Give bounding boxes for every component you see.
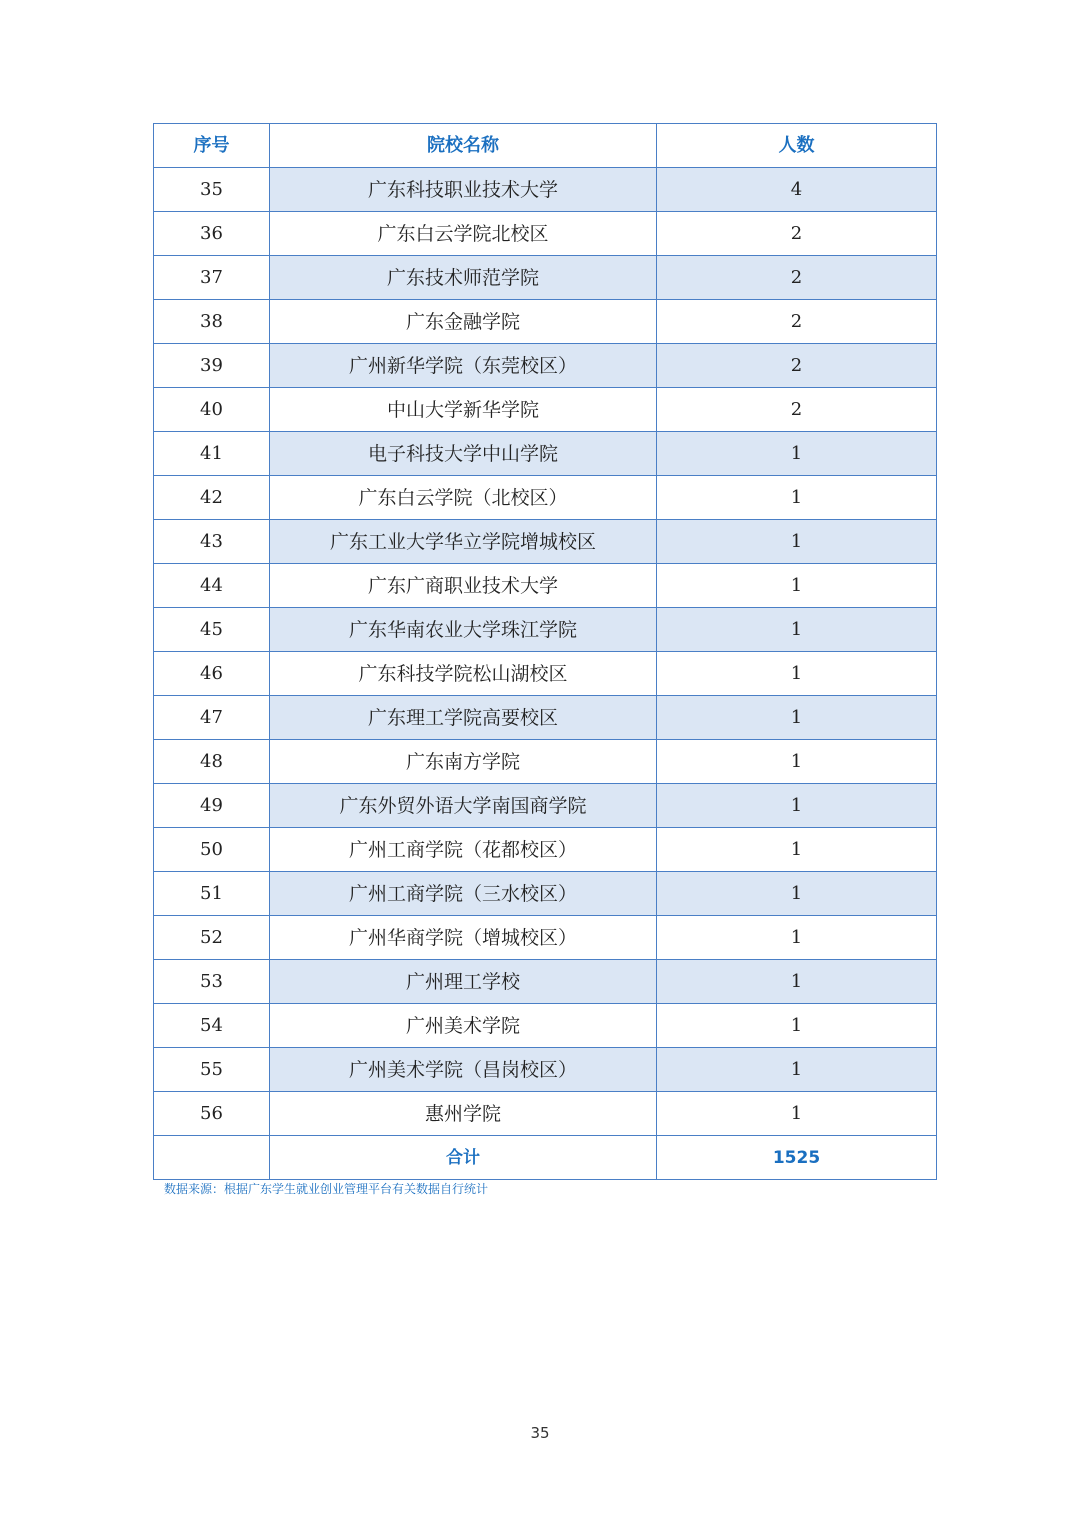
row-school-name: 广州工商学院（三水校区） — [270, 872, 657, 916]
row-school-name: 广东白云学院（北校区） — [270, 476, 657, 520]
row-index: 47 — [154, 696, 270, 740]
header-index: 序号 — [154, 124, 270, 168]
row-index: 44 — [154, 564, 270, 608]
row-school-name: 广州华商学院（增城校区） — [270, 916, 657, 960]
row-count: 1 — [657, 916, 937, 960]
table-row — [154, 608, 937, 652]
table-row — [154, 1092, 937, 1136]
row-count: 1 — [657, 520, 937, 564]
table-row — [154, 652, 937, 696]
row-school-name: 广东工业大学华立学院增城校区 — [270, 520, 657, 564]
table-row — [154, 960, 937, 1004]
row-school-name: 广东科技学院松山湖校区 — [270, 652, 657, 696]
row-school-name: 广州美术学院（昌岗校区） — [270, 1048, 657, 1092]
page-number: 35 — [530, 1424, 550, 1442]
row-count: 1 — [657, 476, 937, 520]
row-index: 36 — [154, 212, 270, 256]
table-row — [154, 564, 937, 608]
row-school-name: 广东广商职业技术大学 — [270, 564, 657, 608]
row-school-name: 惠州学院 — [270, 1092, 657, 1136]
row-school-name: 电子科技大学中山学院 — [270, 432, 657, 476]
row-school-name: 广东南方学院 — [270, 740, 657, 784]
table-row — [154, 872, 937, 916]
row-count: 1 — [657, 1048, 937, 1092]
row-index: 35 — [154, 168, 270, 212]
row-index: 50 — [154, 828, 270, 872]
table-row — [154, 828, 937, 872]
header-count: 人数 — [657, 124, 937, 168]
table-row — [154, 520, 937, 564]
row-count: 4 — [657, 168, 937, 212]
row-count: 2 — [657, 300, 937, 344]
row-count: 2 — [657, 256, 937, 300]
table-row — [154, 300, 937, 344]
row-school-name: 广东外贸外语大学南国商学院 — [270, 784, 657, 828]
row-count: 1 — [657, 608, 937, 652]
table-row — [154, 916, 937, 960]
row-count: 2 — [657, 212, 937, 256]
data-source-note: 数据来源：根据广东学生就业创业管理平台有关数据自行统计 — [164, 1182, 489, 1196]
row-school-name: 广东华南农业大学珠江学院 — [270, 608, 657, 652]
row-count: 1 — [657, 564, 937, 608]
school-table — [153, 123, 937, 1180]
row-count: 1 — [657, 960, 937, 1004]
row-count: 1 — [657, 784, 937, 828]
row-count: 1 — [657, 1004, 937, 1048]
row-school-name: 广东金融学院 — [270, 300, 657, 344]
table-row — [154, 1048, 937, 1092]
table-row — [154, 1004, 937, 1048]
row-index: 55 — [154, 1048, 270, 1092]
total-label: 合计 — [270, 1136, 657, 1180]
row-index: 45 — [154, 608, 270, 652]
row-count: 1 — [657, 696, 937, 740]
row-count: 2 — [657, 344, 937, 388]
row-index: 49 — [154, 784, 270, 828]
row-count: 1 — [657, 828, 937, 872]
row-count: 1 — [657, 432, 937, 476]
table-row — [154, 168, 937, 212]
table-header-row — [154, 124, 937, 168]
row-school-name: 广东理工学院高要校区 — [270, 696, 657, 740]
row-school-name: 中山大学新华学院 — [270, 388, 657, 432]
row-index: 37 — [154, 256, 270, 300]
row-count: 1 — [657, 652, 937, 696]
row-index: 42 — [154, 476, 270, 520]
table-row — [154, 740, 937, 784]
row-count: 1 — [657, 1092, 937, 1136]
table-row — [154, 212, 937, 256]
row-school-name: 广州新华学院（东莞校区） — [270, 344, 657, 388]
table-row — [154, 256, 937, 300]
table-row — [154, 476, 937, 520]
data-table-container — [153, 123, 936, 1180]
table-row — [154, 344, 937, 388]
row-count: 2 — [657, 388, 937, 432]
row-index: 38 — [154, 300, 270, 344]
row-school-name: 广州工商学院（花都校区） — [270, 828, 657, 872]
row-school-name: 广东白云学院北校区 — [270, 212, 657, 256]
header-school-name: 院校名称 — [270, 124, 657, 168]
row-school-name: 广州美术学院 — [270, 1004, 657, 1048]
table-row — [154, 388, 937, 432]
row-school-name: 广东技术师范学院 — [270, 256, 657, 300]
row-index: 48 — [154, 740, 270, 784]
row-index: 52 — [154, 916, 270, 960]
row-index: 41 — [154, 432, 270, 476]
total-index-empty — [154, 1136, 270, 1180]
table-body — [154, 168, 937, 1180]
row-index: 39 — [154, 344, 270, 388]
row-index: 40 — [154, 388, 270, 432]
row-count: 1 — [657, 740, 937, 784]
row-index: 46 — [154, 652, 270, 696]
row-index: 43 — [154, 520, 270, 564]
row-school-name: 广东科技职业技术大学 — [270, 168, 657, 212]
table-row — [154, 784, 937, 828]
total-count: 1525 — [657, 1136, 937, 1180]
row-index: 54 — [154, 1004, 270, 1048]
table-row — [154, 432, 937, 476]
row-index: 56 — [154, 1092, 270, 1136]
table-row — [154, 696, 937, 740]
table-total-row — [154, 1136, 937, 1180]
row-index: 53 — [154, 960, 270, 1004]
row-count: 1 — [657, 872, 937, 916]
row-school-name: 广州理工学校 — [270, 960, 657, 1004]
row-index: 51 — [154, 872, 270, 916]
